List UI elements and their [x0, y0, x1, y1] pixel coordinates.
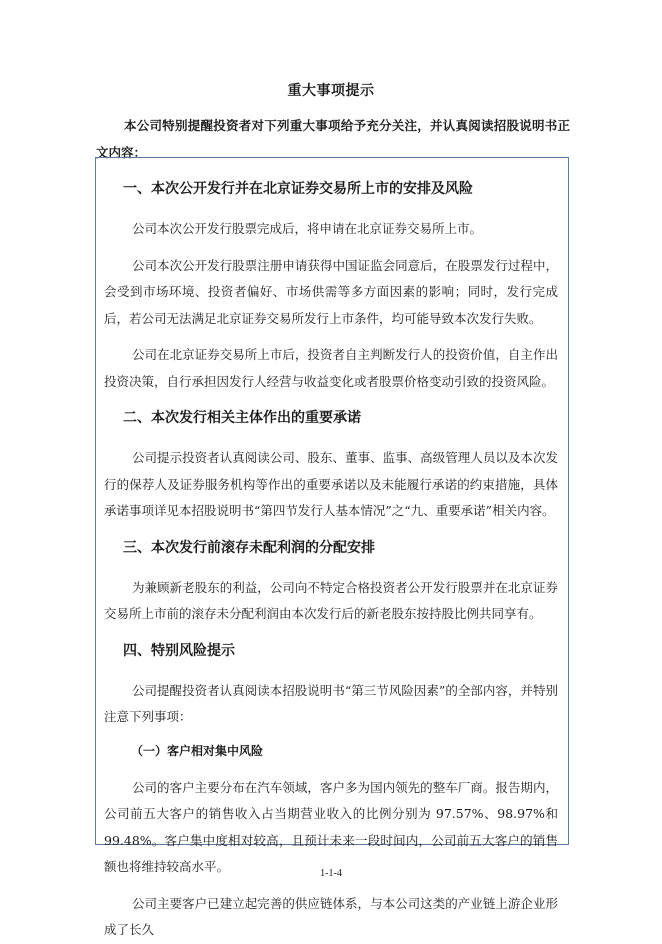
- paragraph: 公司的客户主要分布在汽车领域，客户多为国内领先的整车厂商。报告期内，公司前五大客户的销售收入占当期营业收入的比例分别为 97.57%、98.97%和 99.48%。客户集中度相对较高，且预计未来一段时间内，公司前五大客户的销售额也将维持较高水平。: [104, 779, 558, 874]
- paragraph: 公司本次公开发行股票注册申请获得中国证监会同意后，在股票发行过程中，会受到市场环境、投资者偏好、市场供需等多方面因素的影响；同时，发行完成后，若公司无法满足北京证券交易所发行上市条件，均可能导致本次发行失败。: [104, 257, 558, 326]
- page-number: 1-1-4: [320, 868, 342, 879]
- paragraph: 公司提示投资者认真阅读公司、股东、董事、监事、高级管理人员以及本次发行的保荐人及证券服务机构等作出的重要承诺以及未能履行承诺的约束措施，具体承诺事项详见本招股说明书“第四节发行人基本情况”之“九、重要承诺”相关内容。: [104, 450, 558, 518]
- section-heading: 四、特别风险提示: [123, 642, 235, 659]
- subsection-heading: （一）客户相对集中风险: [131, 743, 264, 758]
- paragraph: 公司在北京证券交易所上市后，投资者自主判断发行人的投资价值，自主作出投资决策，自行承担因发行人经营与收益变化或者股票价格变动引致的投资风险。: [104, 347, 558, 389]
- paragraph: 公司提醒投资者认真阅读本招股说明书“第三节风险因素”的全部内容，并特别注意下列事项：: [104, 682, 558, 724]
- intro-notice: 本公司特别提醒投资者对下列重大事项给予充分关注，并认真阅读招股说明书正文内容：: [96, 118, 570, 160]
- paragraph: 公司本次公开发行股票完成后，将申请在北京证券交易所上市。: [132, 221, 483, 236]
- paragraph: 为兼顾新老股东的利益，公司向不特定合格投资者公开发行股票并在北京证券交易所上市前的滚存未分配利润由本次发行后的新老股东按持股比例共同享有。: [104, 579, 558, 621]
- section-heading: 三、本次发行前滚存未配利润的分配安排: [123, 539, 375, 556]
- page-title: 重大事项提示: [287, 83, 375, 99]
- section-heading: 一、本次公开发行并在北京证券交易所上市的安排及风险: [123, 181, 473, 197]
- paragraph: 公司主要客户已建立起完善的供应链体系，与本公司这类的产业链上游企业形成了长久: [104, 895, 558, 937]
- section-heading: 二、本次发行相关主体作出的重要承诺: [123, 410, 361, 426]
